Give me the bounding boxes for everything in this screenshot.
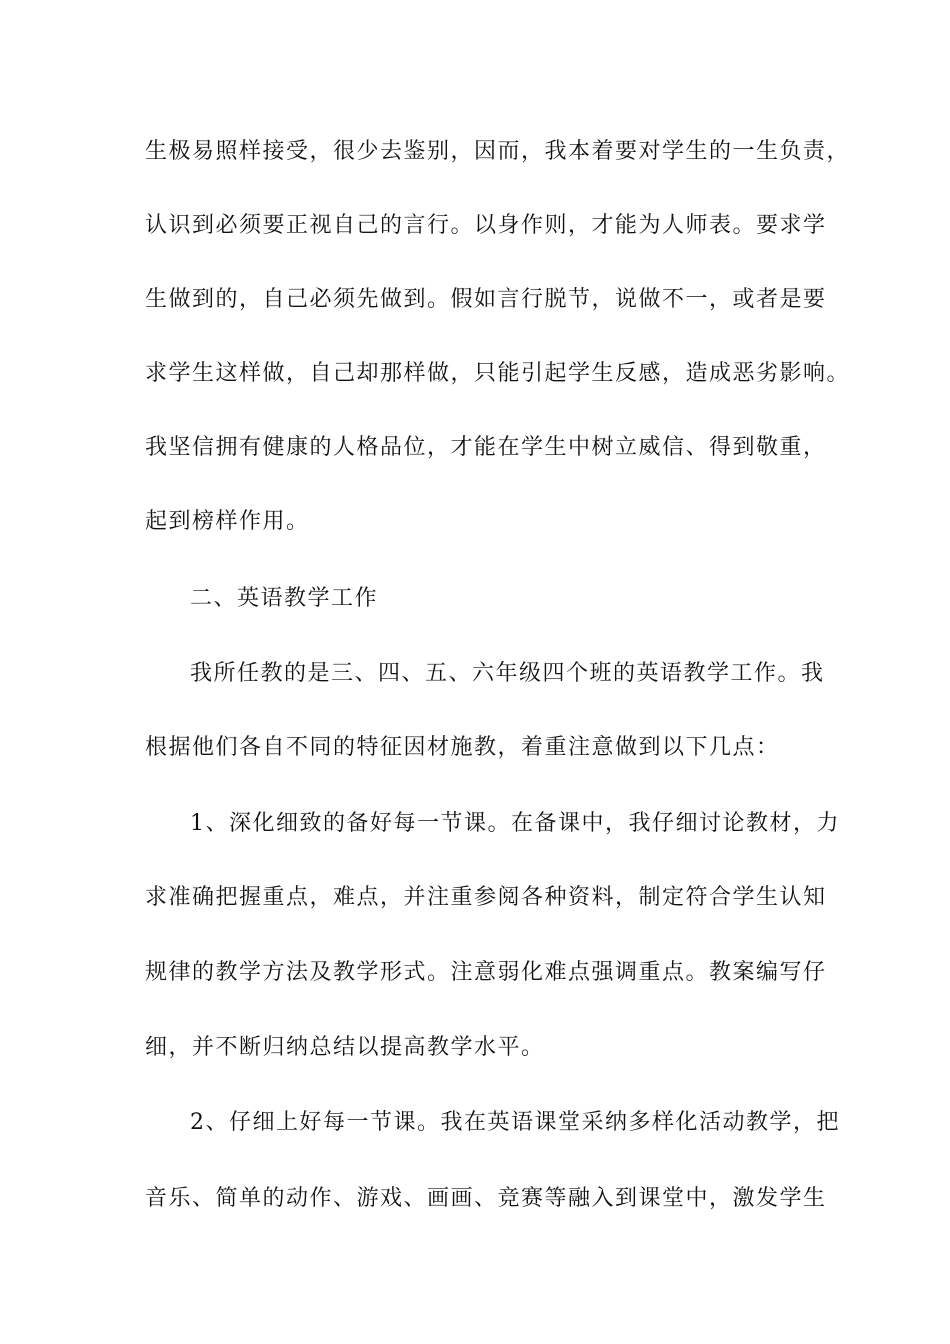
paragraph-line: 我所任教的是三、四、五、六年级四个班的英语教学工作。我 [190,661,825,686]
list-item-line: 2、仔细上好每一节课。我在英语课堂采纳多样化活动教学，把 [190,1110,840,1135]
paragraph-line: 生做到的，自己必须先做到。假如言行脱节，说做不一，或者是要 [145,287,827,312]
paragraph-line: 规律的教学方法及教学形式。注意弱化难点强调重点。教案编写仔 [145,960,827,985]
paragraph-line: 生极易照样接受，很少去鉴别，因而，我本着要对学生的一生负责， [145,139,851,164]
paragraph-line: 音乐、简单的动作、游戏、画画、竞赛等融入到课堂中，激发学生 [145,1186,827,1211]
section-heading: 二、英语教学工作 [190,586,379,611]
paragraph-line: 我坚信拥有健康的人格品位，才能在学生中树立威信、得到敬重， [145,435,827,460]
paragraph-line: 认识到必须要正视自己的言行。以身作则，才能为人师表。要求学 [145,213,827,238]
paragraph-line: 求学生这样做，自己却那样做，只能引起学生反感，造成恶劣影响。 [145,361,851,386]
paragraph-line: 求准确把握重点，难点，并注重参阅各种资料，制定符合学生认知 [145,885,827,910]
paragraph-line: 起到榜样作用。 [145,509,310,534]
list-item-line: 1、深化细致的备好每一节课。在备课中，我仔细讨论教材，力 [190,811,840,836]
paragraph-line: 根据他们各自不同的特征因材施教，着重注意做到以下几点： [145,735,780,760]
paragraph-line: 细，并不断归纳总结以提高教学水平。 [145,1035,545,1060]
